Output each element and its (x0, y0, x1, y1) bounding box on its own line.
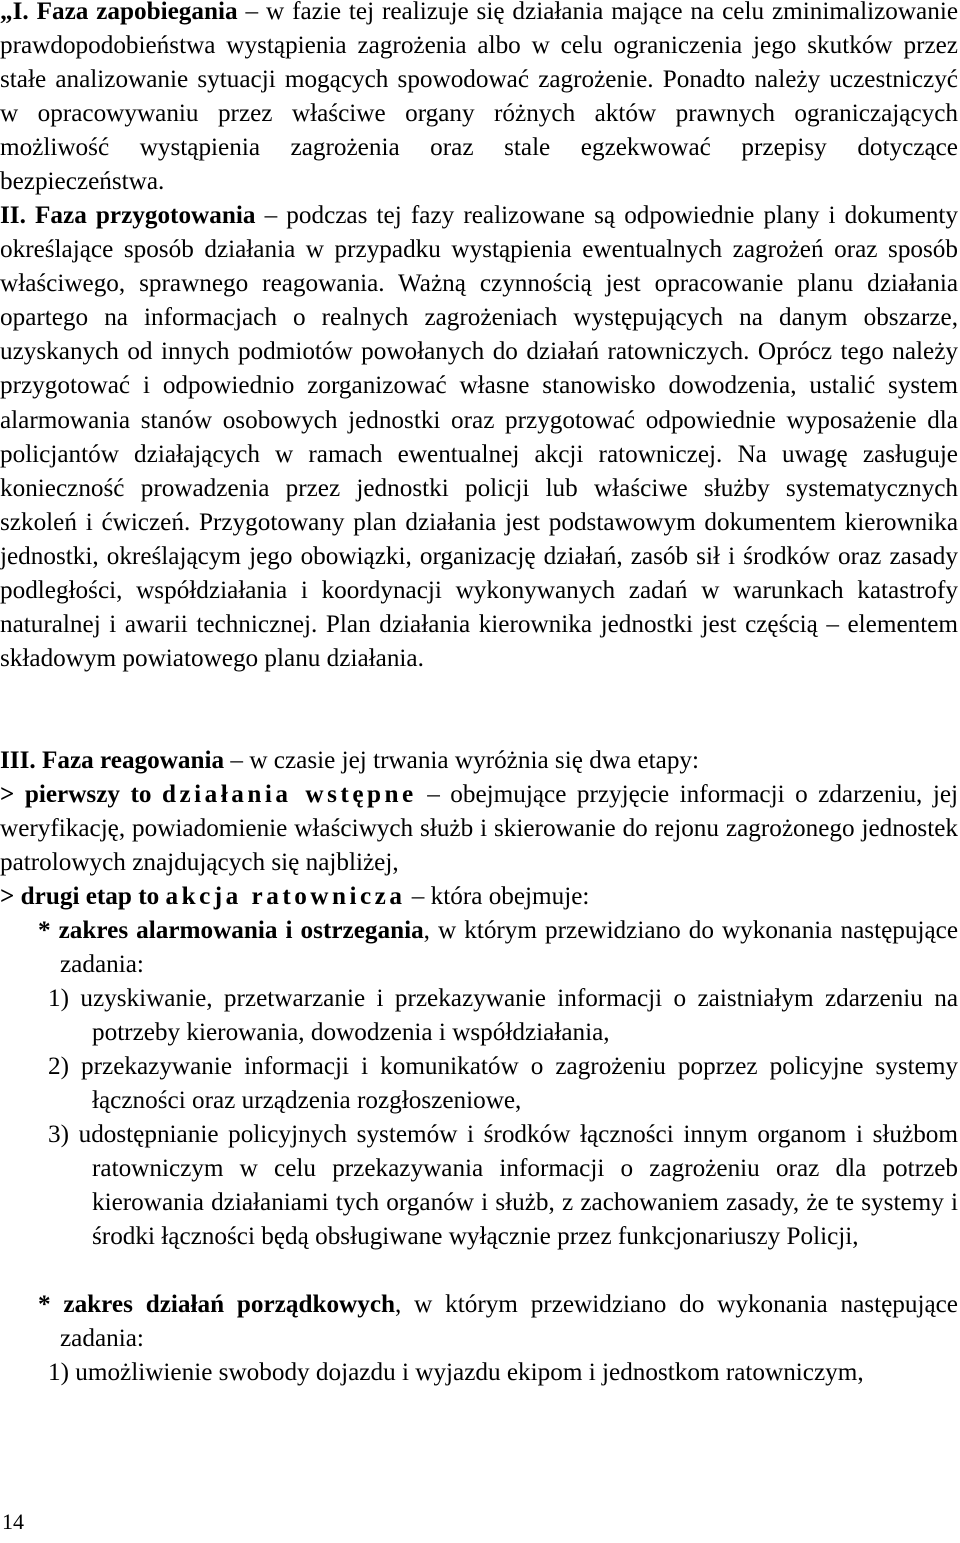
prevention-phase-text: – w fazie tej realizuje się działania mające na celu zminimalizowanie prawdopodobieństwa wystąpienia zagrożenia albo w celu ograniczenia jego skutków przez stałe analizowanie sytuacji mogących spowodować zagrożenie. Ponadto należy uczestniczyć w opracowywaniu przez właściwe organy różnych aktów prawnych ograniczających możliwość wystąpienia zagrożenia oraz stale egzekwować przepisy dotyczące bezpieczeństwa. (0, 0, 958, 196)
list-item: 3) udostępnianie policyjnych systemów i środków łączności innym organom i służbom ratowniczym w celu przekazywania informacji o zagrożeniu oraz dla potrzeb kierowania działaniami tych organów i służb, z zachowaniem zasady, że te systemy i środki łączności będą obsługiwane wyłącznie przez funkcjonariuszy Policji, (48, 1121, 958, 1251)
stage-second-text: – która obejmuje: (405, 883, 590, 910)
paragraph-preparation-phase (0, 199, 958, 676)
stage-first-spaced-label: działania wstępne (161, 781, 417, 808)
scope-alarming (38, 914, 958, 982)
stage-second (0, 880, 958, 914)
paragraph-prevention-phase (0, 0, 958, 200)
preparation-phase-text: – podczas tej fazy realizowane są odpowiednie plany i dokumenty określające sposób działania w przypadku wystąpienia ewentualnych zagrożeń oraz sposób właściwego, sprawnego reagowania. Ważną czynnością jest opracowanie planu działania opartego na informacjach o realnych zagrożeniach występujących na danym obszarze, uzyskanych od innych podmiotów powołanych do działań ratowniczych. Oprócz tego należy przygotować i odpowiednio zorganizować własne stanowisko dowodzenia, ustalić system alarmowania stanów osobowych jednostki oraz przygotować odpowiednie wyposażenie dla policjantów działających w ramach ewentualnej akcji ratowniczej. Na uwagę zasługuje konieczność prowadzenia przez jednostki policji lub właściwe służby systematycznych szkoleń i ćwiczeń. Przygotowany plan działania jest podstawowym dokumentem kierownika jednostki, określającym jego obowiązki, organizację działań, zasób sił i środków oraz zasady podległości, współdziałania i koordynacji wykonywanych zadań w warunkach katastrofy naturalnej i awarii technicznej. Plan działania kierownika jednostki jest częścią – elementem składowym powiatowego planu działania. (0, 202, 959, 673)
stage-second-prefix: > drugi etap to (0, 883, 166, 910)
stage-first-text: – obejmujące przyjęcie informacji o zdarzeniu, jej weryfikację, powiadomienie właściwych służb i skierowanie do rejonu zagrożonego jednostek patrolowych znajdujących się najbliżej, (0, 781, 959, 877)
page-number: 14 (2, 1509, 24, 1534)
list-item: 1) umożliwienie swobody dojazdu i wyjazdu ekipom i jednostkom ratowniczym, (48, 1359, 864, 1386)
list-item: 2) przekazywanie informacji i komunikatów o zagrożeniu poprzez policyjne systemy łączności oraz urządzenia rozgłoszeniowe, (48, 1053, 958, 1115)
stage-first-prefix: > pierwszy to (0, 781, 162, 808)
scope-alarming-text: , w którym przewidziano do wykonania następujące zadania: (60, 917, 958, 979)
scope-order (38, 1288, 958, 1356)
scope-order-heading: * zakres działań porządkowych (38, 1291, 396, 1318)
scope-order-text: , w którym przewidziano do wykonania następujące zadania: (60, 1291, 958, 1353)
preparation-phase-heading: II. Faza przygotowania (0, 202, 256, 229)
stage-first (0, 778, 958, 880)
paragraph-response-phase (0, 744, 958, 778)
response-phase-heading: III. Faza reagowania (0, 747, 225, 774)
response-phase-text: – w czasie jej trwania wyróżnia się dwa etapy: (224, 747, 699, 774)
prevention-phase-heading: „I. Faza zapobiegania (0, 0, 238, 25)
stage-second-spaced-label: akcja ratownicza (165, 883, 406, 910)
list-item: 1) uzyskiwanie, przetwarzanie i przekazywanie informacji o zaistniałym zdarzeniu na potrzeby kierowania, dowodzenia i współdziałania, (48, 985, 958, 1047)
scope-alarming-heading: * zakres alarmowania i ostrzegania (38, 917, 424, 944)
